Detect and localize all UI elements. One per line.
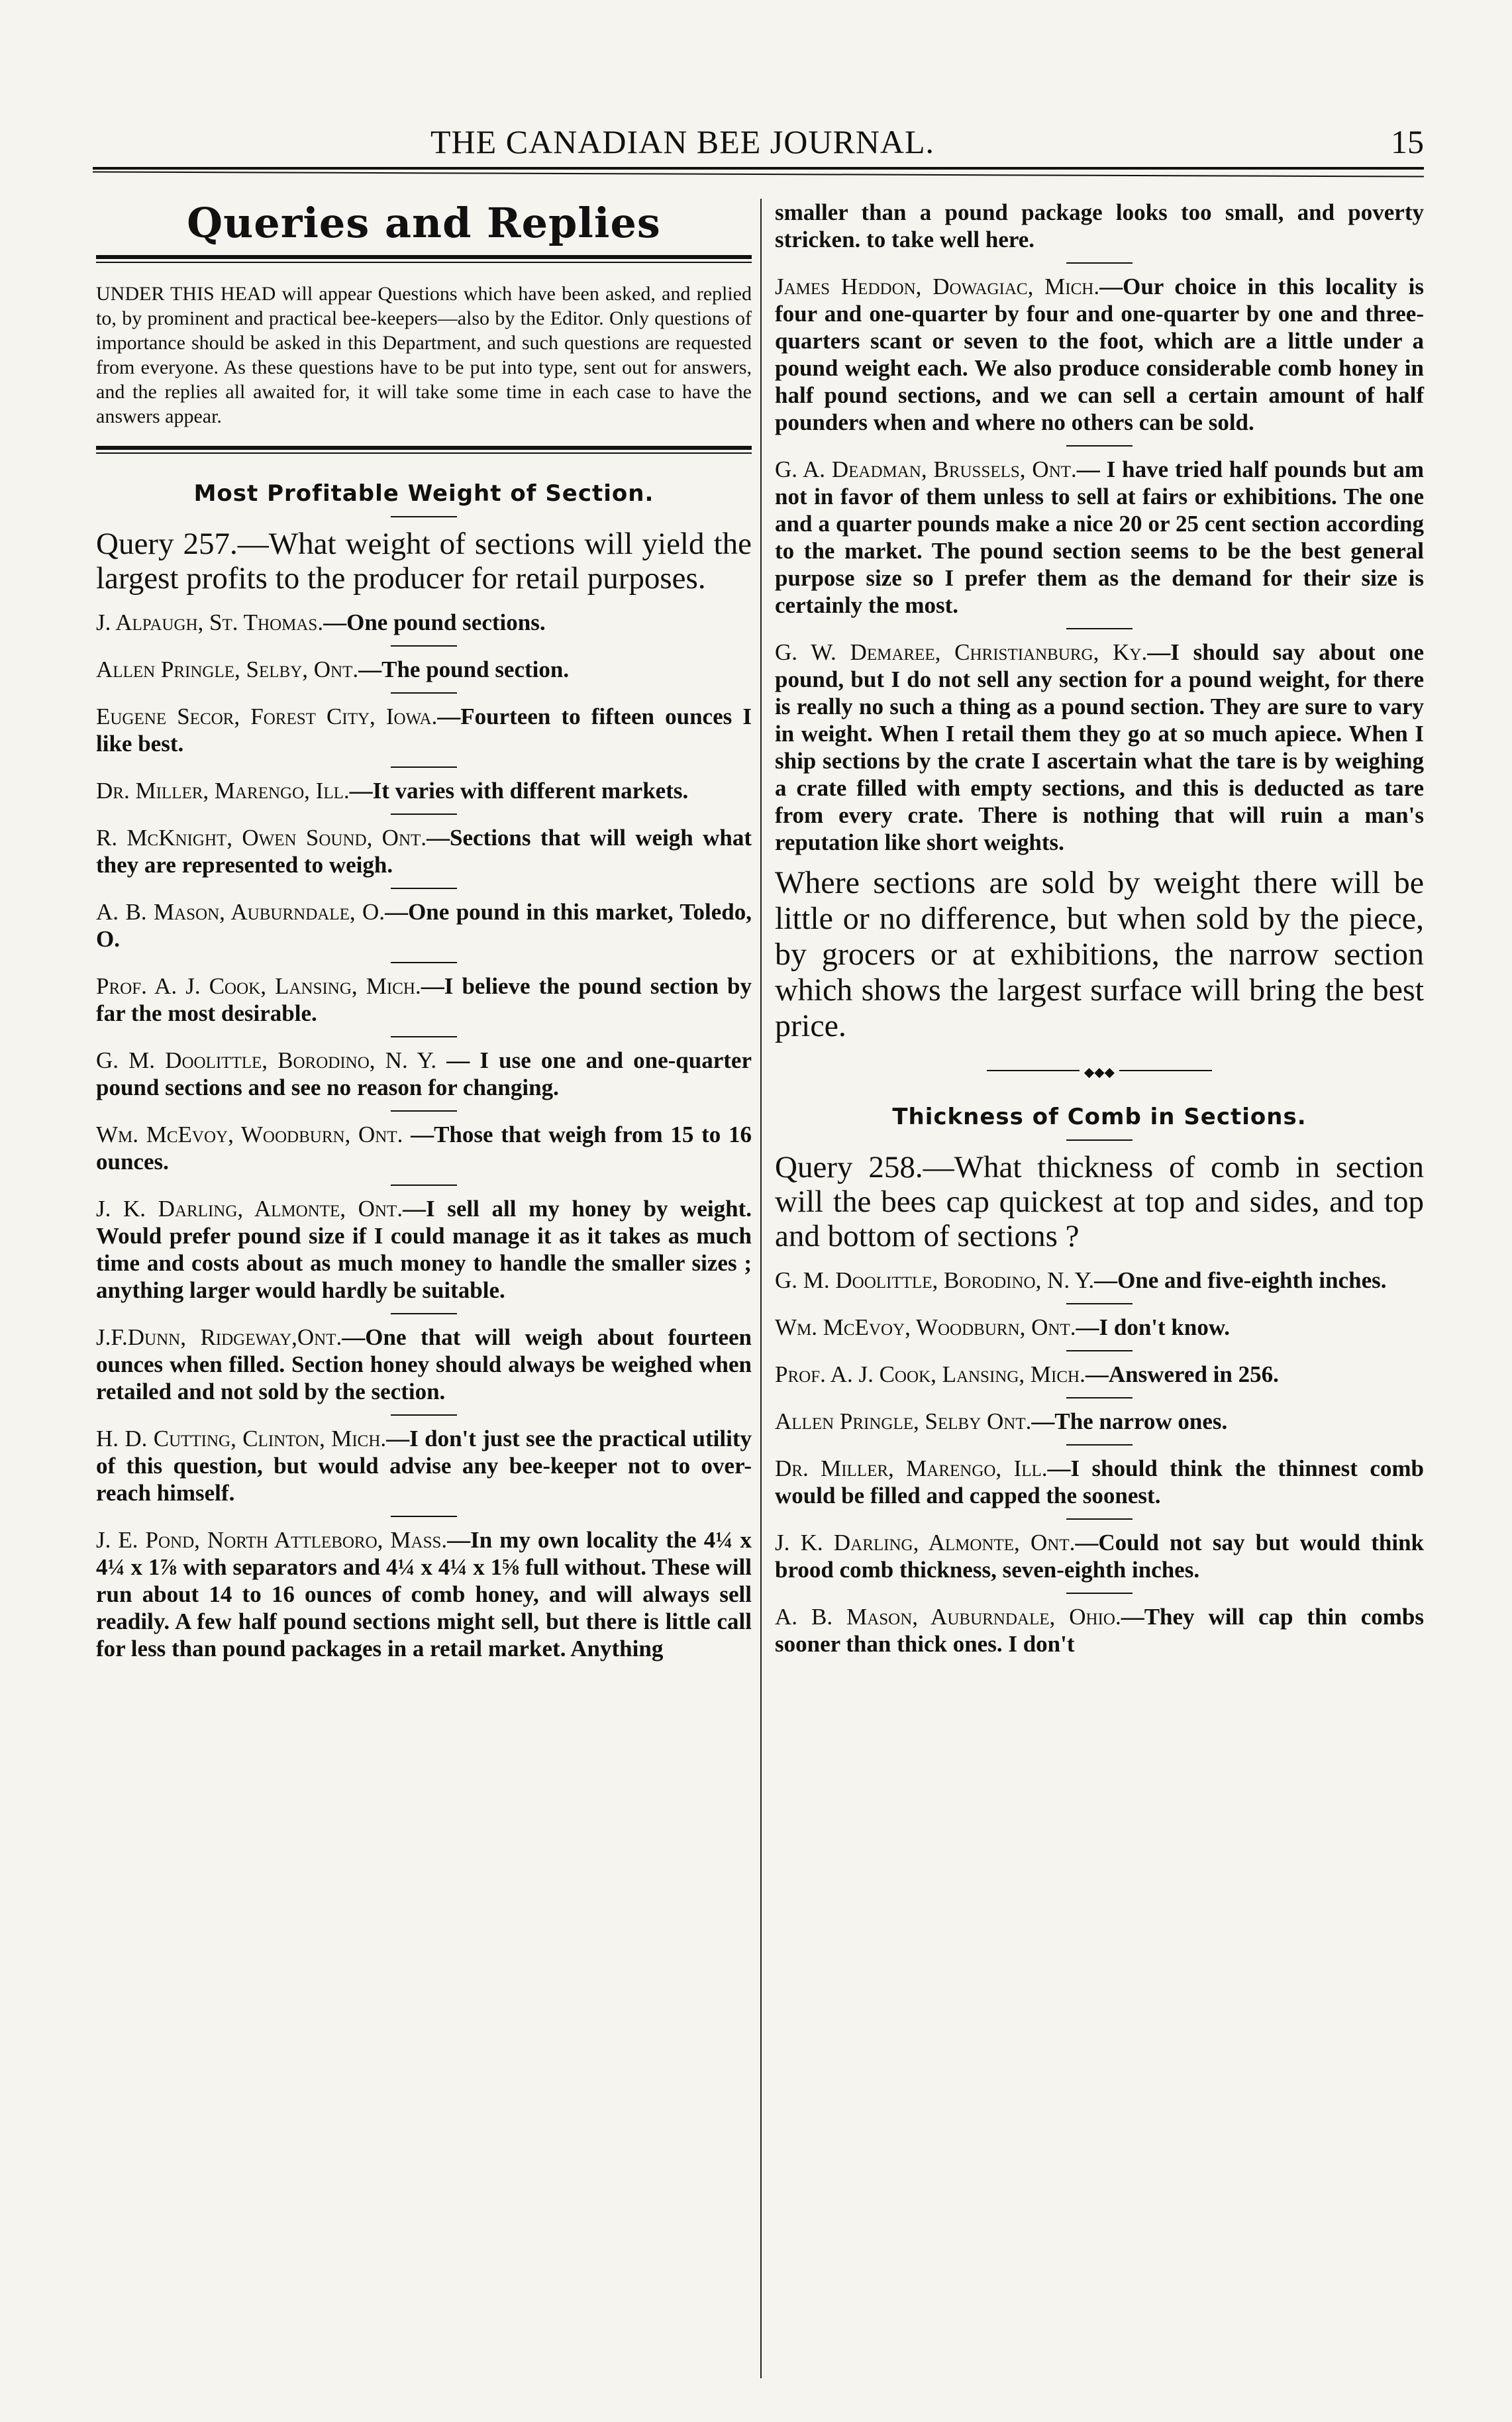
answer-author: Prof. A. J. Cook, Lansing, Mich. <box>775 1361 1085 1387</box>
answer-author: Dr. Miller, Marengo, Ill. <box>775 1455 1048 1481</box>
answer <box>775 1603 1424 1658</box>
separator <box>1066 262 1133 264</box>
answer <box>96 1425 752 1506</box>
answer-text: —One pound in this market, Toledo, O. <box>96 899 752 952</box>
answer-author: J. Alpaugh, St. Thomas. <box>96 609 324 635</box>
separator <box>391 962 457 963</box>
answer <box>775 1361 1424 1388</box>
separator <box>391 1110 457 1112</box>
header-rule <box>93 167 1424 170</box>
answer-author: J. K. Darling, Almonte, Ont. <box>775 1530 1076 1555</box>
separator <box>1066 1139 1133 1141</box>
editor-note: Where sections are sold by weight there will be little or no difference, but when sold by the piece, by grocers or at exhibitions, the narrow section which shows the largest surface will bring the best price. <box>775 865 1424 1043</box>
answer-author: H. D. Cutting, Clinton, Mich. <box>96 1426 387 1451</box>
answer-author: A. B. Mason, Auburndale, Ohio. <box>775 1604 1121 1630</box>
right-column <box>775 199 1424 1658</box>
separator <box>391 888 457 889</box>
answer-author: R. McKnight, Owen Sound, Ont. <box>96 825 427 851</box>
query-text: Query 258.—What thickness of comb in section will the bees cap quickest at top and sides, and top and bottom of sections ? <box>775 1150 1424 1253</box>
answer-text: —The pound section. <box>358 657 570 682</box>
answer-author: Wm. McEvoy, Woodburn, Ont. <box>96 1122 403 1147</box>
answer-author: G. M. Doolittle, Borodino, N. Y. <box>96 1047 437 1073</box>
page-header <box>93 123 1424 162</box>
answer-text: —They will cap thin combs sooner than thick ones. I don't <box>775 1604 1424 1657</box>
answer-text: —Answered in 256. <box>1085 1361 1279 1387</box>
separator <box>1066 1350 1133 1351</box>
section-title: Queries and Replies <box>187 199 661 247</box>
answer <box>775 273 1424 436</box>
answer-text: —One that will weigh about fourteen ounces when filled. Section honey should always be weighed when retailed and not sold by the section. <box>96 1324 752 1404</box>
page-number: 15 <box>1391 123 1424 160</box>
answer-text: —I believe the pound section by far the most desirable. <box>96 973 752 1026</box>
answer <box>96 1526 752 1662</box>
answer-text: —I should think the thinnest comb would be filled and capped the soonest. <box>775 1455 1424 1508</box>
separator <box>391 516 457 517</box>
separator <box>1066 1518 1133 1520</box>
continued-text: smaller than a pound package looks too small, and poverty stricken. to take well here. <box>775 199 1424 252</box>
topic-heading: Thickness of Comb in Sections. <box>892 1104 1307 1130</box>
ornament-glyph-icon: ◆◆◆ <box>1080 1064 1119 1077</box>
answer <box>775 639 1424 856</box>
separator <box>1066 445 1133 447</box>
answer-author: James Heddon, Dowagiac, Mich. <box>775 274 1100 299</box>
answer-text: —I should say about one pound, but I do not sell any section for a pound weight, for there is really no such a thing as a pound section. They are sure to vary in weight. When I retail them they go at so much apiece. When I ship sections by the crate I ascertain what the tare is by weighing a crate filled with empty sections, and this is deducted as tare from every crate. There is nothing that will ruin a man's reputation like short weights. <box>775 639 1424 855</box>
separator <box>1066 1444 1133 1446</box>
answer-text: —It varies with different markets. <box>349 778 689 804</box>
separator <box>391 814 457 815</box>
answer-author: G. M. Doolittle, Borodino, N. Y. <box>775 1267 1095 1293</box>
query-text: Query 257.—What weight of sections will yield the largest profits to the producer for retail purposes. <box>96 527 752 596</box>
title-rule-thin <box>96 262 752 263</box>
answer-text: —The narrow ones. <box>1031 1408 1228 1434</box>
answer-author: J. K. Darling, Almonte, Ont. <box>96 1196 403 1222</box>
answer-text: —I don't just see the practical utility of this question, but would advise any bee-keeper not to over-reach himself. <box>96 1426 752 1506</box>
answer <box>96 703 752 757</box>
answer <box>96 898 752 953</box>
intro-paragraph: UNDER THIS HEAD will appear Questions which have been asked, and replied to, by prominent and practical bee-keepers—also by the Editor. Only questions of importance should be asked in this Department, and such questions are requested from everyone. As these questions have to be put into type, sent out for answers, and the replies all awaited for, it will take some time in each case to have the answers appear. <box>96 283 752 427</box>
answer-text: —Fourteen to fifteen ounces I like best. <box>96 704 752 757</box>
answer-author: Wm. McEvoy, Woodburn, Ont. <box>775 1314 1076 1340</box>
separator <box>391 1185 457 1186</box>
answer <box>96 1324 752 1405</box>
ornamental-divider <box>987 1064 1212 1080</box>
answer <box>775 1529 1424 1583</box>
separator <box>1066 1303 1133 1304</box>
answer-author: J.F.Dunn, Ridgeway,Ont. <box>96 1324 342 1350</box>
answer-text: — I have tried half pounds but am not in favor of them unless to sell at fairs or exhibitions. The one and a quarter pounds make a nice 20 or 25 cent section according to the market. The pound section seems to be the best general purpose size so I prefer them as the demand for their size is certainly the most. <box>775 456 1424 618</box>
answer <box>96 1047 752 1101</box>
answer <box>775 1267 1424 1294</box>
answer-text: —Sections that will weigh what they are represented to weigh. <box>96 825 752 878</box>
answer-text: —I don't know. <box>1076 1314 1230 1340</box>
answer <box>96 824 752 878</box>
answer <box>775 1314 1424 1341</box>
answer-author: Allen Pringle, Selby Ont. <box>775 1408 1032 1434</box>
answer-author: Allen Pringle, Selby, Ont. <box>96 657 359 682</box>
answer-author: Dr. Miller, Marengo, Ill. <box>96 778 350 804</box>
answer-text: —In my own locality the 4¼ x 4¼ x 1⅞ with separators and 4¼ x 4¼ x 1⅝ full without. These will run about 14 to 16 ounces of comb honey, and will always sell readily. A few half pound sections might sell, but there is little call for less than pound packages in a retail market. Anything <box>96 1527 752 1661</box>
answer <box>96 656 752 683</box>
separator <box>1066 1593 1133 1594</box>
answer-text: —Our choice in this locality is four and one-quarter by four and one-quarter by one and three-quarters scant or seven to the foot, which are a little under a pound weight each. We also produce considerable comb honey in half pound sections, and we can sell a certain amount of half pounders when and where no others can be sold. <box>775 274 1425 435</box>
separator <box>391 692 457 694</box>
header-rule-thin <box>93 171 1424 177</box>
intro-rule-thin <box>96 452 752 454</box>
answer <box>96 1121 752 1175</box>
answer <box>775 1408 1424 1435</box>
journal-title: THE CANADIAN BEE JOURNAL. <box>430 123 935 160</box>
separator <box>391 1414 457 1416</box>
answer <box>775 456 1424 619</box>
answer-author: A. B. Mason, Auburndale, O. <box>96 899 385 925</box>
answer-text: —One and five-eighth inches. <box>1094 1267 1387 1293</box>
answer <box>775 1455 1424 1509</box>
answer-author: Eugene Secor, Forest City, Iowa. <box>96 704 438 729</box>
answer-text: — I use one and one-quarter pound sections and see no reason for changing. <box>96 1047 752 1100</box>
answer-author: G. A. Deadman, Brussels, Ont. <box>775 456 1077 482</box>
answer-text: —One pound sections. <box>323 609 546 635</box>
answer <box>96 973 752 1027</box>
separator <box>391 1313 457 1314</box>
answer-author: G. W. Demaree, Christianburg, Ky. <box>775 639 1148 665</box>
left-column <box>96 199 752 1662</box>
answer-author: J. E. Pond, North Attleboro, Mass. <box>96 1527 448 1553</box>
separator <box>391 1036 457 1037</box>
answer <box>96 777 752 804</box>
answer-text: —Could not say but would think brood comb thickness, seven-eighth inches. <box>775 1530 1425 1583</box>
column-divider <box>760 199 762 2378</box>
intro-rule <box>96 446 752 450</box>
answer <box>96 609 752 636</box>
answer <box>96 1195 752 1304</box>
title-rule <box>96 255 752 259</box>
topic-heading: Most Profitable Weight of Section. <box>193 480 654 507</box>
answer-text: —Those that weigh from 15 to 16 ounces. <box>96 1122 752 1175</box>
separator <box>1066 1397 1133 1398</box>
answer-author: Prof. A. J. Cook, Lansing, Mich. <box>96 973 421 999</box>
separator <box>391 766 457 768</box>
separator <box>391 645 457 647</box>
separator <box>1066 628 1133 629</box>
separator <box>391 1516 457 1517</box>
answer-text: —I sell all my honey by weight. Would prefer pound size if I could manage it as it takes as much time and costs about as much money to handle the smaller sizes ; anything larger would hardly be suitable. <box>96 1196 752 1303</box>
